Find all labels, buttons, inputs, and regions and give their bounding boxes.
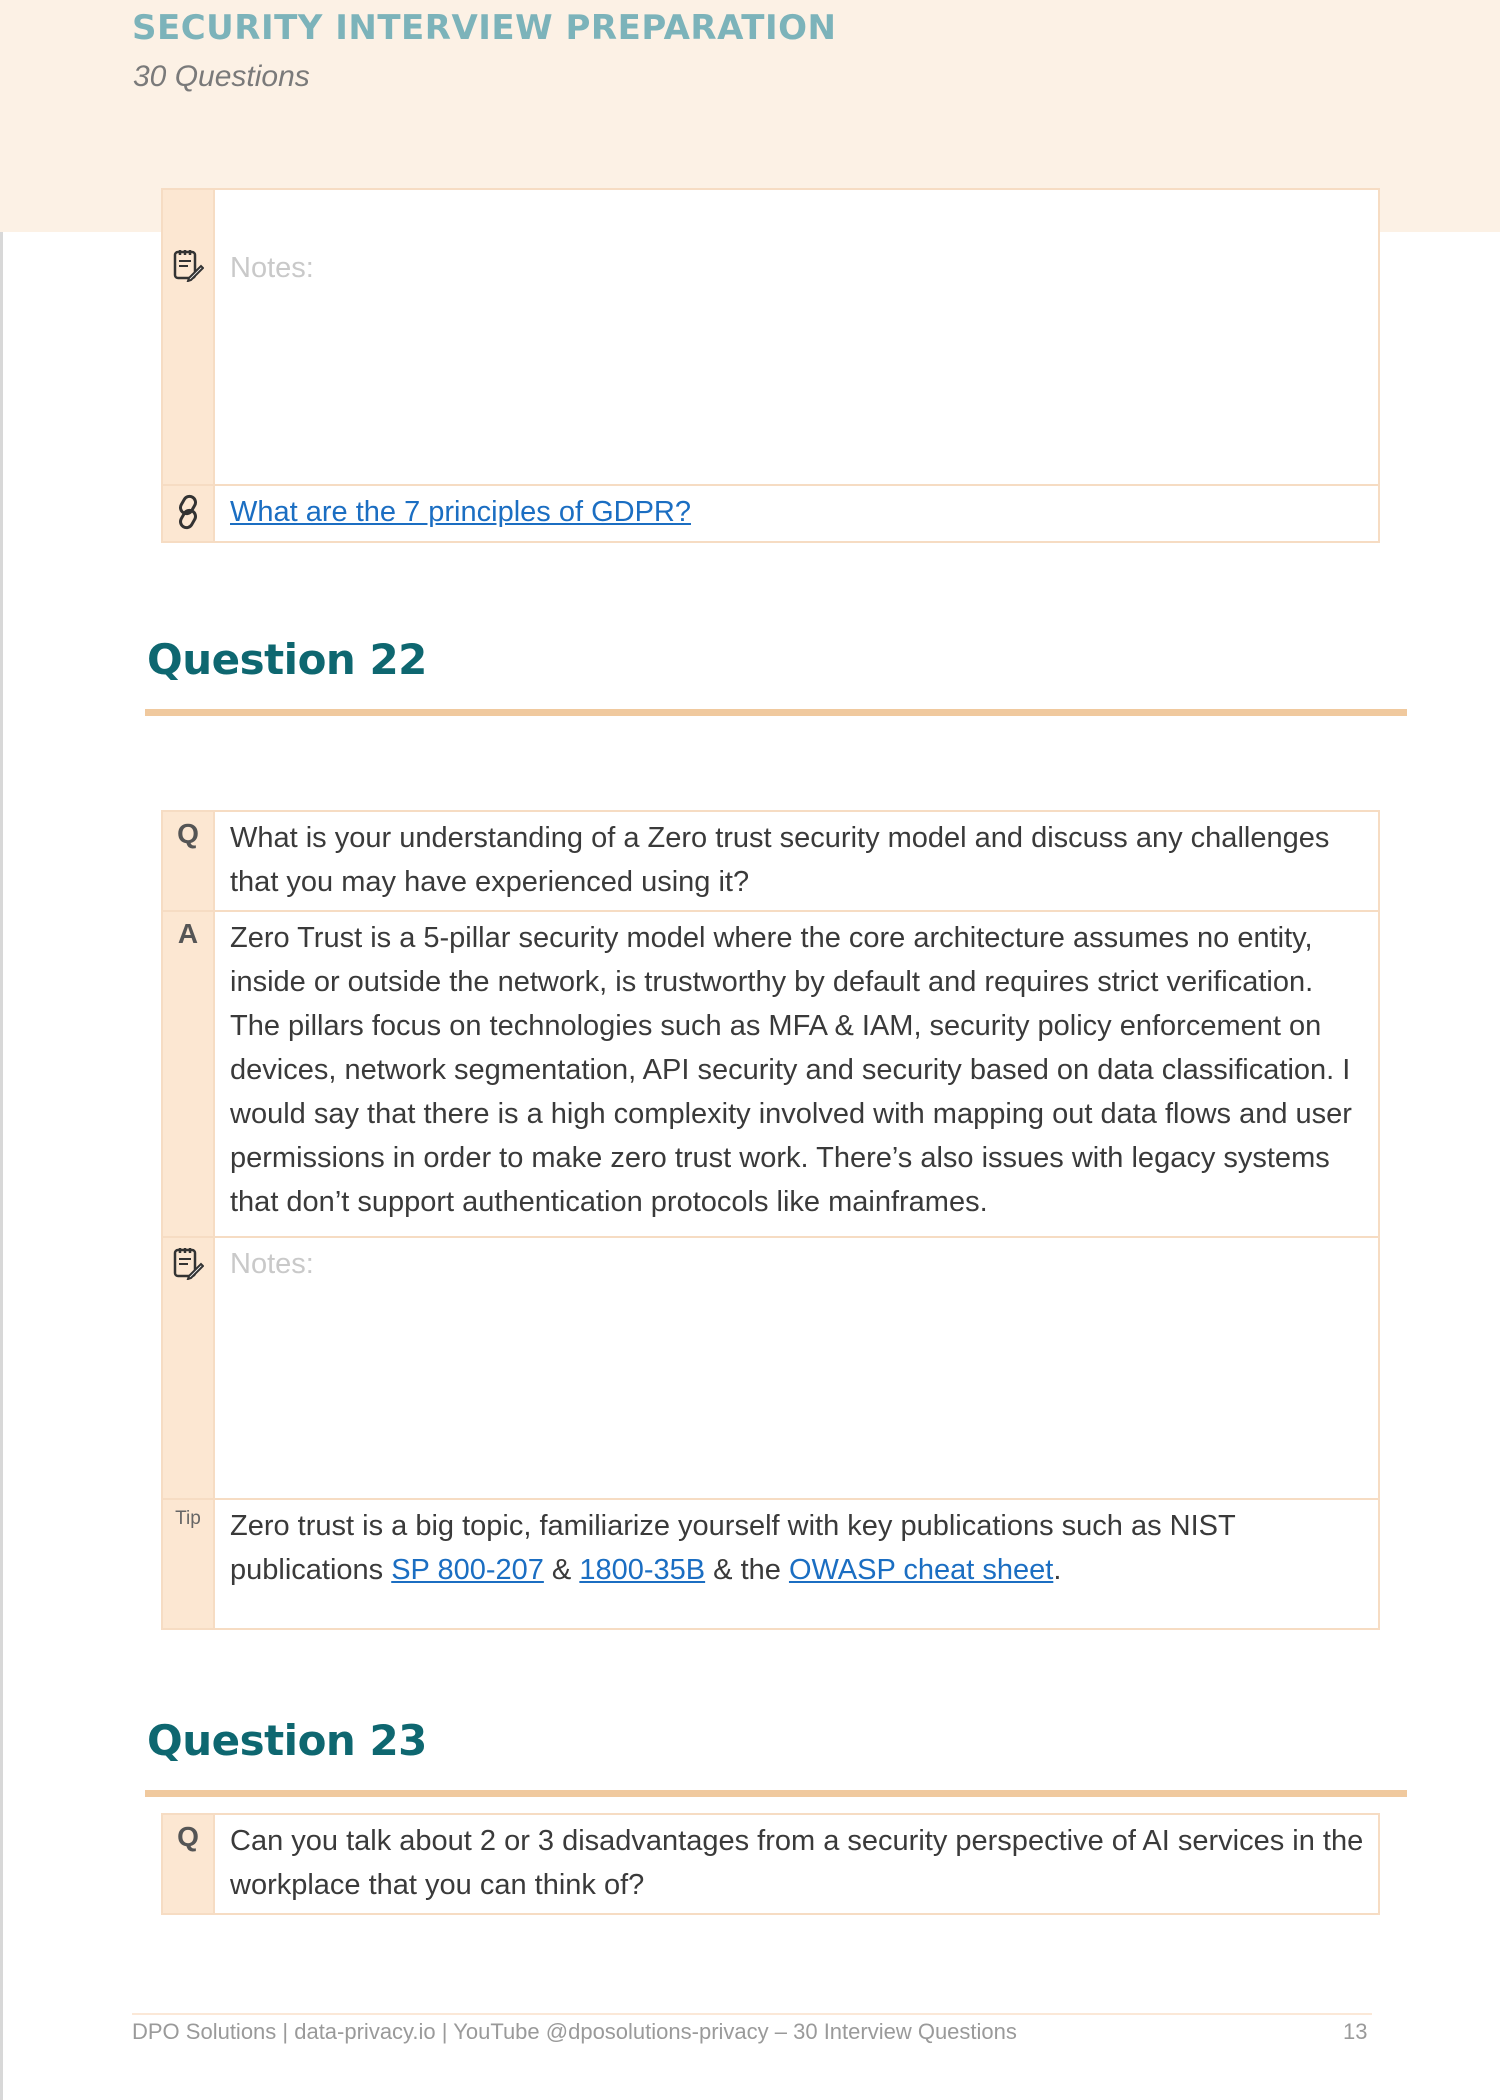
question-23-heading: Question 23 [147, 1716, 427, 1765]
notes-field[interactable]: Notes: [230, 1248, 314, 1280]
notes-label-cell [163, 1238, 215, 1498]
link-row [163, 484, 1378, 541]
tip-row [163, 1498, 1378, 1628]
tip-text [215, 1500, 1378, 1628]
notes-label-cell [163, 190, 215, 484]
question-row [163, 812, 1378, 910]
question-23-rule [145, 1790, 1407, 1797]
nist-1800-35b-link[interactable]: 1800-35B [579, 1554, 706, 1586]
tip-separator: & the [705, 1554, 789, 1586]
footer-text: DPO Solutions | data-privacy.io | YouTube @dposolutions-privacy – 30 Interview Questions [132, 2019, 1017, 2044]
answer-text: Zero Trust is a 5-pillar security model where the core architecture assumes no entity, inside or outside the network, is trustworthy by default and requires strict verification. The pillars focus on technologies such as MFA & IAM, security policy enforcement on devices, network segmentation, API security and security based on data classification. I would say that there is a high complexity involved with mapping out data flows and user permissions in order to make zero trust work. There’s also issues with legacy systems that don’t support authentication protocols like mainframes. [230, 922, 1352, 1218]
owasp-cheat-sheet-link[interactable]: OWASP cheat sheet [788, 1554, 1054, 1586]
notes-field[interactable]: Notes: [230, 252, 314, 284]
question-23-table [161, 1813, 1380, 1915]
document-title: SECURITY INTERVIEW PREPARATION [132, 8, 837, 48]
question-22-heading: Question 22 [147, 635, 427, 684]
question-label: Q [163, 1815, 215, 1913]
question-text: Can you talk about 2 or 3 disadvantages from a security perspective of AI services in the workplace that you can think of? [230, 1825, 1364, 1901]
previous-question-table [161, 188, 1380, 543]
tip-label: Tip [163, 1500, 215, 1628]
tip-text-intro: Zero trust is a big topic, familiarize yourself with key publications such as NIST publications [230, 1510, 1236, 1586]
link-label-cell [163, 486, 215, 541]
footer-divider [132, 2013, 1372, 2015]
document-subtitle: 30 Questions [133, 60, 310, 93]
page-edge [0, 0, 3, 2100]
question-label: Q [163, 812, 215, 910]
answer-label: A [163, 912, 215, 1236]
question-22-rule [145, 709, 1407, 716]
notes-edit-icon [172, 1246, 204, 1287]
page-number: 13 [1343, 2019, 1368, 2044]
gdpr-principles-link-cell [215, 486, 1378, 541]
notes-edit-icon [172, 248, 204, 289]
notes-row [163, 1236, 1378, 1498]
question-text: What is your understanding of a Zero trust security model and discuss any challenges that you may have experienced using it? [230, 822, 1330, 898]
question-22-table [161, 810, 1380, 1630]
link-chain-icon [173, 494, 203, 537]
answer-row [163, 910, 1378, 1236]
question-row [163, 1815, 1378, 1913]
notes-row [163, 190, 1378, 484]
tip-end: . [1053, 1554, 1062, 1586]
tip-separator: & [543, 1554, 580, 1586]
gdpr-principles-link[interactable]: What are the 7 principles of GDPR? [230, 496, 691, 528]
sp-800-207-link[interactable]: SP 800-207 [391, 1554, 544, 1586]
